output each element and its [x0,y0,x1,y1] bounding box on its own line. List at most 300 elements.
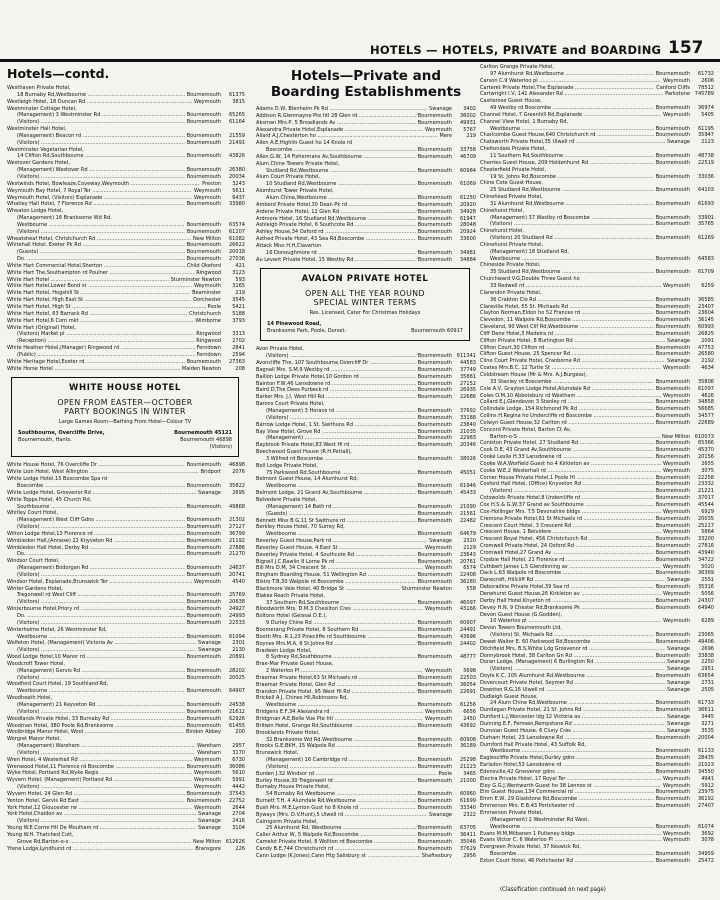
entry-number: 28048 [459,222,476,229]
directory-entry [480,714,714,721]
entry-number: 2322 [463,811,476,818]
entry-name: (Visitors) ..... [7,818,196,825]
entry-exchange: Bournemouth [186,551,221,558]
entry-exchange: Weymouth [193,770,221,777]
entry-name: (Visitors) Market pl ..... [7,331,194,338]
entry-name: Alexandra Private Hotel,Esplanade ..... [256,127,423,134]
entry-name: (Visitors) ..... [256,415,416,422]
entry-name: Wolfeton Hotel, (Management) Victoria Av ..... [7,640,196,647]
entry-exchange: Bournemouth [655,159,690,166]
directory-entry [480,824,714,831]
advert-phone-note: (Visitors) [209,444,232,451]
directory-entry [7,825,245,832]
directory-entry [256,695,476,702]
entry-name: Adams D.W, Blenheim Pk Rd ..... [256,106,427,113]
entry-name: Boomerang Private Hotel, 8 Southern Rd ..... [256,627,416,634]
entry-name: Evans M.M,Milbanen 1 Pulteney bldgs ..... [480,831,661,838]
entry-name: Bistro T.B,30 Walpole rd Boscombe ..... [256,579,416,586]
entry-exchange: Bournemouth [417,763,452,770]
directory-entry [7,133,245,140]
entry-name: Bagnall Mrs. S.M,9 Westby rd ..... [256,367,416,374]
directory-entry [480,331,714,338]
entry-name: Windsor Court Hotel, [7,558,60,565]
entry-name: Wood Lodge Hotel,10 Manor rd ..... [7,654,185,661]
directory-entry [480,399,714,406]
directory-entry [256,195,476,202]
directory-entry [256,743,476,750]
entry-exchange: Bournemouth [655,70,690,77]
directory-entry [480,598,714,605]
entry-number: 61709 [697,269,714,276]
entry-exchange: Bournemouth [186,256,221,263]
entry-name: Beverley Private Hotel, 4 Southcote Rd ..... [256,552,416,559]
entry-number: 34928 [459,208,476,215]
entry-number: 2655 [701,460,714,467]
directory-entry [256,641,476,648]
entry-number: 64940 [697,604,714,611]
directory-entry [7,359,245,366]
directory-entry [256,757,476,764]
entry-name: Westhaven Private Hotel, [7,85,71,91]
entry-number: 48738 [697,152,714,159]
entry-number: 20638 [228,599,245,606]
entry-name: White Hart Hotel, 63 Barrack Rd ..... [7,311,187,318]
entry-number: 5056 [701,590,714,597]
entry-number: 34550 [697,768,714,775]
entry-exchange: Weymouth [424,565,452,572]
entry-name: Cooke W.E,2 Westerhall rd ..... [480,468,661,475]
entry-name: White Heather Hotel,(Manager) Ringwood rd ..... [7,345,195,352]
entry-name: (Management) Westover Rd ..... [7,167,185,174]
directory-entry [256,168,476,175]
entry-exchange: Bournemouth [186,797,221,804]
advert-address: 14 Pinewood Road, [267,321,322,328]
entry-exchange: Bournemouth [186,503,221,510]
entry-exchange: Poole [207,304,221,310]
entry-name: Avon Private Hotel, [256,346,305,353]
entry-name: Doyle K.C, 105 Alumhurst Rd,Westbourne ..... [480,673,654,680]
entry-name: Allen G.W, 14 Fishermans Av,Southbourne ..... [256,154,416,161]
entry-name: (Visitors) ..... [7,229,185,236]
entry-exchange: Bournemouth [417,256,452,263]
continued-note: (Classification continued on next page) [500,886,606,893]
directory-entry [7,201,245,208]
directory-entry [7,777,245,784]
entry-name: White Hart Hotel, Hogshill St ..... [7,290,190,297]
entry-number: 37543 [228,790,245,797]
entry-name: (Management) 21 Keyveton Rd ..... [7,702,185,709]
entry-exchange: Bournemouth [186,674,221,681]
directory-entry [256,791,476,798]
advert-line: PARTY BOOKINGS IN WINTER [64,407,186,417]
entry-name: Brandon Private Hotel, 95 West Hl Rd ..... [256,689,416,696]
entry-exchange: Bournemouth [417,743,452,750]
entry-exchange: Bournemouth [186,667,221,674]
directory-entry [7,510,245,517]
entry-exchange: Swanage [429,106,452,112]
entry-number: 21223 [459,763,476,770]
entry-number: 3104 [232,825,245,832]
directory-entry [256,202,476,209]
entry-name: Earlsdon Hotel,53 Lansdowne rd ..... [480,762,654,769]
directory-entry [480,413,714,420]
entry-name: Cox-Hollinger Mrs. T.5 Devonshire bldgs ..... [480,509,661,516]
entry-name: Westbourne ..... [7,222,185,229]
directory-entry [7,729,245,736]
entry-name: Devey H.N, 9 Chester Rd,Branksome Pk ..... [480,605,654,612]
entry-name: Grove Rd,Barton-o-s ..... [7,839,191,846]
entry-exchange: Bournemouth [655,673,690,680]
entry-name: Britwin Hotel, Grange Rd,Southbourne ..... [256,723,416,730]
entry-exchange: Bournemouth [655,755,690,762]
directory-entry [7,263,245,270]
entry-name: Belvedere Private Hotel, [256,496,318,503]
entry-exchange: Weymouth [193,187,221,194]
directory-entry [7,469,245,476]
entry-number: 45370 [697,447,714,454]
directory-entry [480,98,714,105]
entry-number: 61693 [697,200,714,207]
entry-name: Woodcroft Tower Hotel, [7,660,66,667]
entry-exchange: Preston [202,180,221,187]
entry-number: 2091 [701,337,714,344]
directory-entry [480,762,714,769]
entry-name: Clarendon Private Hotel, [480,289,542,296]
entry-name: Avoncliffe The, 107 Southbourne,Overcliff Dr ..... [256,360,416,367]
entry-name: (Management) 3 Westminster Rd ..... [7,112,185,119]
entry-name: 10 Waterloo pl ..... [480,618,661,625]
entry-exchange: Weymouth [193,784,221,791]
entry-number: 21491 [228,139,245,146]
entry-name: Westbourne ..... [480,126,654,133]
entry-number: 22533 [228,619,245,626]
entry-name: Devon Towers Bournemouth Ltd, [480,625,562,632]
entry-name: White Lodge Hotel,15 Boscombe Spa rd [7,476,108,483]
directory-entry [256,524,476,531]
entry-exchange: Bournemouth [417,435,452,442]
entry-name: Charlcombe Guest House,640 Christchurch rd ..... [480,132,654,139]
entry-number: 61082 [228,235,245,242]
entry-name: Baillon Lodge Private Hotel,10 Gordon rd ..... [256,374,416,381]
entry-name: Collindale Lodge, 154 Richmond Pk Rd ..... [480,406,654,413]
directory-entry [7,770,245,777]
entry-name: White Hart Hotel, High East St ..... [7,297,191,304]
entry-number: 3123 [232,269,245,276]
directory-entry [256,181,476,188]
entry-number: 36189 [459,743,476,750]
entry-exchange: Bournemouth [186,139,221,146]
directory-entry [256,360,476,367]
entry-number: 2250 [701,659,714,666]
entry-exchange: Bournemouth [186,654,221,661]
directory-entry [256,140,476,147]
entry-exchange: Bournemouth [417,640,452,647]
entry-exchange: Bournemouth [417,654,452,661]
entry-name: Colwyn Guest House,32 Carlton rd ..... [480,420,654,427]
directory-entry [256,353,476,360]
entry-exchange: Mere [439,133,452,140]
directory-entry [7,681,245,688]
directory-entry [256,106,476,113]
entry-name: Barons Court Private Hotel, [256,401,325,408]
directory-entry [7,640,245,647]
directory-entry [7,524,245,531]
directory-entry [480,160,714,167]
directory-entry [480,468,714,475]
entry-exchange: Bournemouth [417,839,452,846]
directory-entry [7,318,245,325]
entry-name: Cromwell Private Hotel, 24 Oxford Rd ..... [480,543,654,550]
entry-name: Woolbridge Manor Hotel, Wool ..... [7,729,184,736]
entry-number: 60960 [459,791,476,798]
entry-number: 20018 [228,249,245,256]
directory-entry [256,133,476,140]
directory-entry [480,235,714,242]
directory-entry [7,572,245,579]
entry-name: Burnett T.H, 4 Alumdale Rd,Westbourne ..... [256,798,416,805]
directory-entry [480,447,714,454]
entry-exchange: Bournemouth [417,249,452,256]
entry-name: Clevedon, 11 Walpole Rd,Boscombe ..... [480,317,654,324]
entry-number: 43166 [459,606,476,613]
entry-number: 20891 [228,654,245,661]
entry-number: 24927 [228,606,245,613]
entry-name: Do. ..... [7,551,185,558]
entry-name: Churchward V.G,Double Three Guest ho [480,276,580,283]
entry-name: White Hart Hotel,Lower Bond st ..... [7,283,192,290]
entry-name: Cairngorm Private Hotel, [256,818,318,825]
entry-exchange: New Milton [193,235,221,242]
entry-name: Bainton F.W,46 Lansdowne rd ..... [256,381,416,388]
directory-entry [480,632,714,639]
entry-name: 32 Branksome Wd Rd,Westbourne ..... [256,737,416,744]
entry-exchange: Bournemouth [655,330,690,337]
entry-name: Cooke W.A,Worfield Guest ho 4 Kirkleton av ..... [480,461,661,468]
entry-number: 46097 [459,599,476,606]
entry-number: 37629 [459,846,476,852]
directory-entry [7,592,245,599]
entry-name: Young W.E.Corrie Htl De Moulham rd ..... [7,825,196,832]
entry-name: Wyke Hotel, Portland Rd,Wyke Regis ..... [7,770,192,777]
entry-number: 6259 [701,283,714,289]
directory-entry [256,593,476,600]
entry-name: 37 Southern Rd,Southbourne ..... [256,600,416,607]
entry-name: Dudleigh Guest House, [480,693,538,700]
entry-name: Westbourne ..... [480,256,654,263]
entry-number: 6574 [463,565,476,572]
directory-entry [7,195,245,202]
entry-exchange: Bournemouth [417,531,452,538]
entry-exchange: Bournemouth [417,222,452,229]
directory-entry [256,750,476,757]
entry-number: 36192 [697,796,714,803]
directory-entry [7,462,245,469]
directory-entry [7,345,245,352]
directory-entry [256,545,476,552]
entry-exchange: Weymouth [193,756,221,763]
directory-entry [256,675,476,682]
directory-entry [256,606,476,613]
entry-name: Crosbie Hall Hotel, 21 Florence rd ..... [480,557,654,564]
entry-number: 5864 [701,529,714,536]
entry-number: 65366 [697,440,714,447]
entry-number: 43692 [459,722,476,729]
entry-name: Wheatsheaf Hotel, Christchurch Rd ..... [7,236,191,243]
entry-name: 25 Studland Rd,Westbourne ..... [480,187,654,194]
directory-entry [256,552,476,559]
entry-exchange: Weymouth [662,529,690,536]
entry-name: Baybrook Private Hotel,83 West Hl rd ..... [256,442,416,449]
entry-exchange: Child Okeford [186,262,221,269]
entry-exchange: Bournemouth [655,481,690,488]
entry-number: 21023 [697,762,714,769]
entry-exchange: Bournemouth [186,201,221,208]
directory-entry [256,511,476,518]
entry-name: (Management) West Cliff Gdns ..... [7,517,185,524]
entry-exchange: Swanage [667,659,690,666]
directory-entry [480,345,714,352]
entry-exchange: Bournemouth [417,846,452,852]
directory-entry [256,415,476,422]
entry-name: Boscombe ..... [480,851,654,858]
directory-entry [7,366,245,373]
entry-name: Emm E.W, 29 Gladstone Rd,Boscombe ..... [480,796,654,803]
directory-entry [480,324,714,331]
entry-number: 65265 [228,112,245,119]
entry-name: 24 Alum Chine Rd,Westbourne ..... [480,700,654,707]
directory-entry [7,160,245,167]
directory-entry [256,422,476,429]
entry-exchange: Weymouth [662,590,690,597]
entry-name: (Management) ..... [256,435,416,442]
entry-number: 3793 [232,317,245,324]
entry-number: 3445 [701,714,714,721]
entry-exchange: Bournemouth [186,763,221,770]
entry-name: Attack Miss H.H,Claverton [256,242,322,249]
directory-entry [7,627,245,634]
entry-exchange: Weymouth [193,283,221,290]
entry-exchange: Bournemouth [417,373,452,380]
entry-name: White Hart Hotel,6 Corn mkt ..... [7,318,193,325]
entry-number: 35046 [459,839,476,846]
directory-entry [480,221,714,228]
entry-exchange: Bournemouth [417,408,452,414]
entry-number: 36411 [459,832,476,839]
entry-number: 28435 [697,755,714,762]
entry-name: Carlton Grange Private Hotel, [480,64,555,70]
entry-exchange: Bournemouth [655,447,690,454]
directory-entry [7,112,245,119]
entry-number: 3545 [232,297,245,304]
entry-number: 44583 [459,360,476,367]
directory-entry [480,564,714,571]
entry-number: 36369 [697,570,714,577]
entry-name: Bennett Miss B.G,11 St Swithuns rd ..... [256,518,416,525]
entry-exchange: Bournemouth [655,604,690,611]
entry-name: Cox H.S.& G.W,37 Grand av Southbourne ..... [480,502,654,509]
entry-number: 2076 [232,469,245,476]
directory-entry [256,154,476,161]
entry-name: Caller Arthur W, 5 Walpole Rd,Boscombe ..... [256,832,416,839]
entry-number: 61207 [228,228,245,235]
entry-exchange: Bournemouth [655,413,690,420]
entry-number: 61133 [697,748,714,755]
entry-name: (Visitors) ..... [7,174,185,181]
directory-entry [256,737,476,744]
entry-exchange: Weymouth [424,715,452,722]
directory-entry [480,283,714,290]
entry-exchange: Bournemouth [655,789,690,796]
entry-name: Do. ..... [7,256,185,263]
entry-number: 33188 [459,414,476,421]
directory-entry [256,367,476,374]
entry-number: 24538 [228,701,245,708]
directory-entry [256,805,476,812]
entry-name: Blakes Reach Private Hotel, [256,592,326,599]
entry-number: 3078 [701,837,714,844]
entry-name: Chinehead Private Hotel, [480,194,543,201]
directory-entry [256,559,476,566]
entry-name: Brae-Mar Private Guest House, [256,661,334,668]
directory-entry [7,716,245,723]
directory-entry [480,434,714,441]
entry-number: 2702 [232,338,245,345]
entry-number: 61195 [697,125,714,132]
entry-name: Aksman Mrs.P, 5 Broadlands Av ..... [256,120,416,127]
entry-exchange: Swanage [667,727,690,734]
directory-entry [7,147,245,154]
entry-number: 61094 [228,633,245,640]
entry-name: Cooke Leslie H.33 Lansdowne rd ..... [480,454,654,461]
directory-entry [480,584,714,591]
directory-entry [7,331,245,338]
entry-number: 5698 [463,668,476,675]
directory-entry [7,188,245,195]
directory-entry [7,270,245,277]
entry-number: 27363 [228,358,245,365]
entry-number: 2130 [232,647,245,654]
entry-name: Weymouth Bay Hotel, 7 Royal Ter ..... [7,188,192,195]
entry-name: Winterbourne Hotel,Priory rd ..... [7,606,185,613]
entry-number: 27152 [459,380,476,387]
entry-number: 4941 [701,775,714,782]
entry-number: 24307 [697,597,714,604]
entry-number: 6656 [463,709,476,716]
directory-entry [256,113,476,120]
entry-name: Barrow Lodge Hotel, 1 St. Swithuns Rd ..... [256,422,416,429]
entry-exchange: Bournemouth [417,825,452,832]
entry-exchange: Swanage [667,139,690,146]
directory-entry [480,119,714,126]
entry-name: Dunsvan Guest House, 6 Cluny Cres ..... [480,728,665,735]
entry-name: (Visitors) ..... [7,572,185,579]
entry-number: 20004 [697,734,714,741]
advert-line: OPEN ALL THE YEAR ROUND [305,289,425,299]
directory-entry [7,483,245,490]
directory-entry [7,846,245,853]
entry-exchange: Bournemouth [417,483,452,490]
entry-exchange: Ferndown [196,351,221,358]
entry-exchange: Bridport [200,469,221,476]
entry-number: 3815 [232,98,245,105]
entry-exchange: Bournemouth [655,454,690,461]
entry-exchange: Bournemouth [655,543,690,550]
entry-exchange: Bournemouth [417,579,452,586]
directory-entry [7,668,245,675]
directory-entry [7,290,245,297]
directory-entry [256,497,476,504]
directory-entry [480,529,714,536]
